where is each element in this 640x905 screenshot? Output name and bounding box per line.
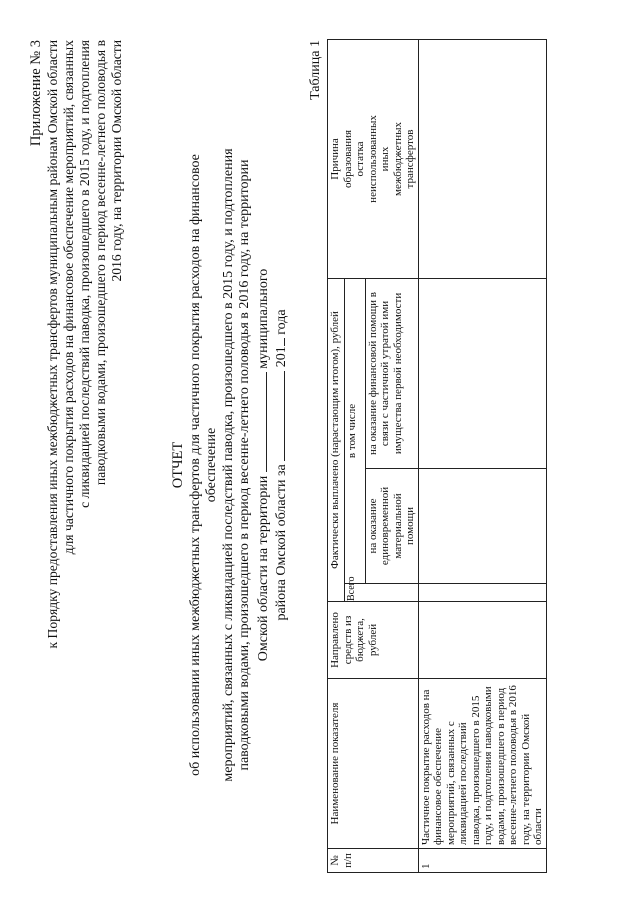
row-name: Частичное покрытие расходов на финансовое обеспечение мероприятий, связанных с ликвидацией последствий паводка, произошедшего в 2015 году, и подтопления паводковыми водами, произошедшего в период весенне-летнего половодья в 2016 году, на территории Омской области	[418, 679, 546, 849]
header-including: в том числе	[345, 278, 366, 583]
row-total	[418, 584, 546, 602]
year-blank	[272, 338, 285, 346]
appendix-line: паводковыми водами, произошедшего в период весенне-летнего половодья в	[93, 40, 108, 486]
header-total: Всего	[345, 584, 419, 602]
report-subtitle-line	[272, 145, 291, 785]
row-reason	[418, 39, 546, 278]
header-num: № п/п	[328, 849, 419, 873]
appendix-line: к Порядку предоставления иных межбюджетных трансфертов муниципальным районам Омской области	[45, 40, 60, 649]
report-line5-end: года	[274, 309, 289, 335]
header-financial: на оказание финансовой помощи в связи с частичной утратой ими имущества первой необходимости	[365, 278, 418, 468]
report-subtitle-line	[254, 145, 273, 785]
appendix-title: Приложение № 3	[28, 40, 44, 147]
period-blank	[272, 371, 285, 461]
district-name-blank	[254, 372, 267, 472]
row-num: 1	[418, 849, 546, 873]
header-reason: Причина образования остатка неиспользованных иных межбюджетных трансфертов	[328, 39, 419, 278]
header-name: Наименование показателя	[328, 679, 419, 849]
row-directed	[418, 602, 546, 679]
appendix-line: с ликвидацией последствий паводка, произошедшего в 2015 году, и подтопления	[77, 40, 92, 508]
report-line5-start: района Омской области за	[274, 464, 289, 621]
header-one-time: на оказание единовременной материальной помощи	[365, 469, 418, 584]
appendix-line: для частичного покрытия расходов на финансовое обеспечение мероприятий, связанных	[61, 40, 76, 555]
appendix-line: 2016 году, на территории Омской области	[109, 40, 124, 282]
table-label: Таблица 1	[308, 40, 323, 100]
table-header-row	[328, 39, 345, 872]
report-subtitle-line: паводковыми водами, произошедшего в период весенне-летнего половодья в 2016 году, на территории	[237, 159, 252, 771]
table-row	[418, 39, 546, 872]
appendix-block	[28, 40, 125, 680]
report-title-block	[170, 145, 291, 785]
report-line4-end: муниципального	[255, 268, 271, 369]
report-table	[327, 39, 547, 873]
row-one-time	[418, 469, 546, 584]
report-subtitle-line: мероприятий, связанных с ликвидацией последствий паводка, произошедшего в 2015 году, и подтопления	[220, 148, 236, 782]
report-line4-start: Омской области на территории	[255, 475, 271, 662]
report-title: ОТЧЕТ	[170, 441, 186, 489]
row-financial	[418, 278, 546, 468]
report-subtitle-line: об использовании иных межбюджетных трансфертов для частичного покрытия расходов на финансовое обеспечение	[187, 154, 219, 776]
report-year-prefix: 201	[274, 346, 289, 368]
header-actual: Фактически выплачено (нарастающим итогом), рублей	[328, 278, 345, 601]
header-directed: Направлено средств из бюджета, рублей	[328, 602, 419, 679]
